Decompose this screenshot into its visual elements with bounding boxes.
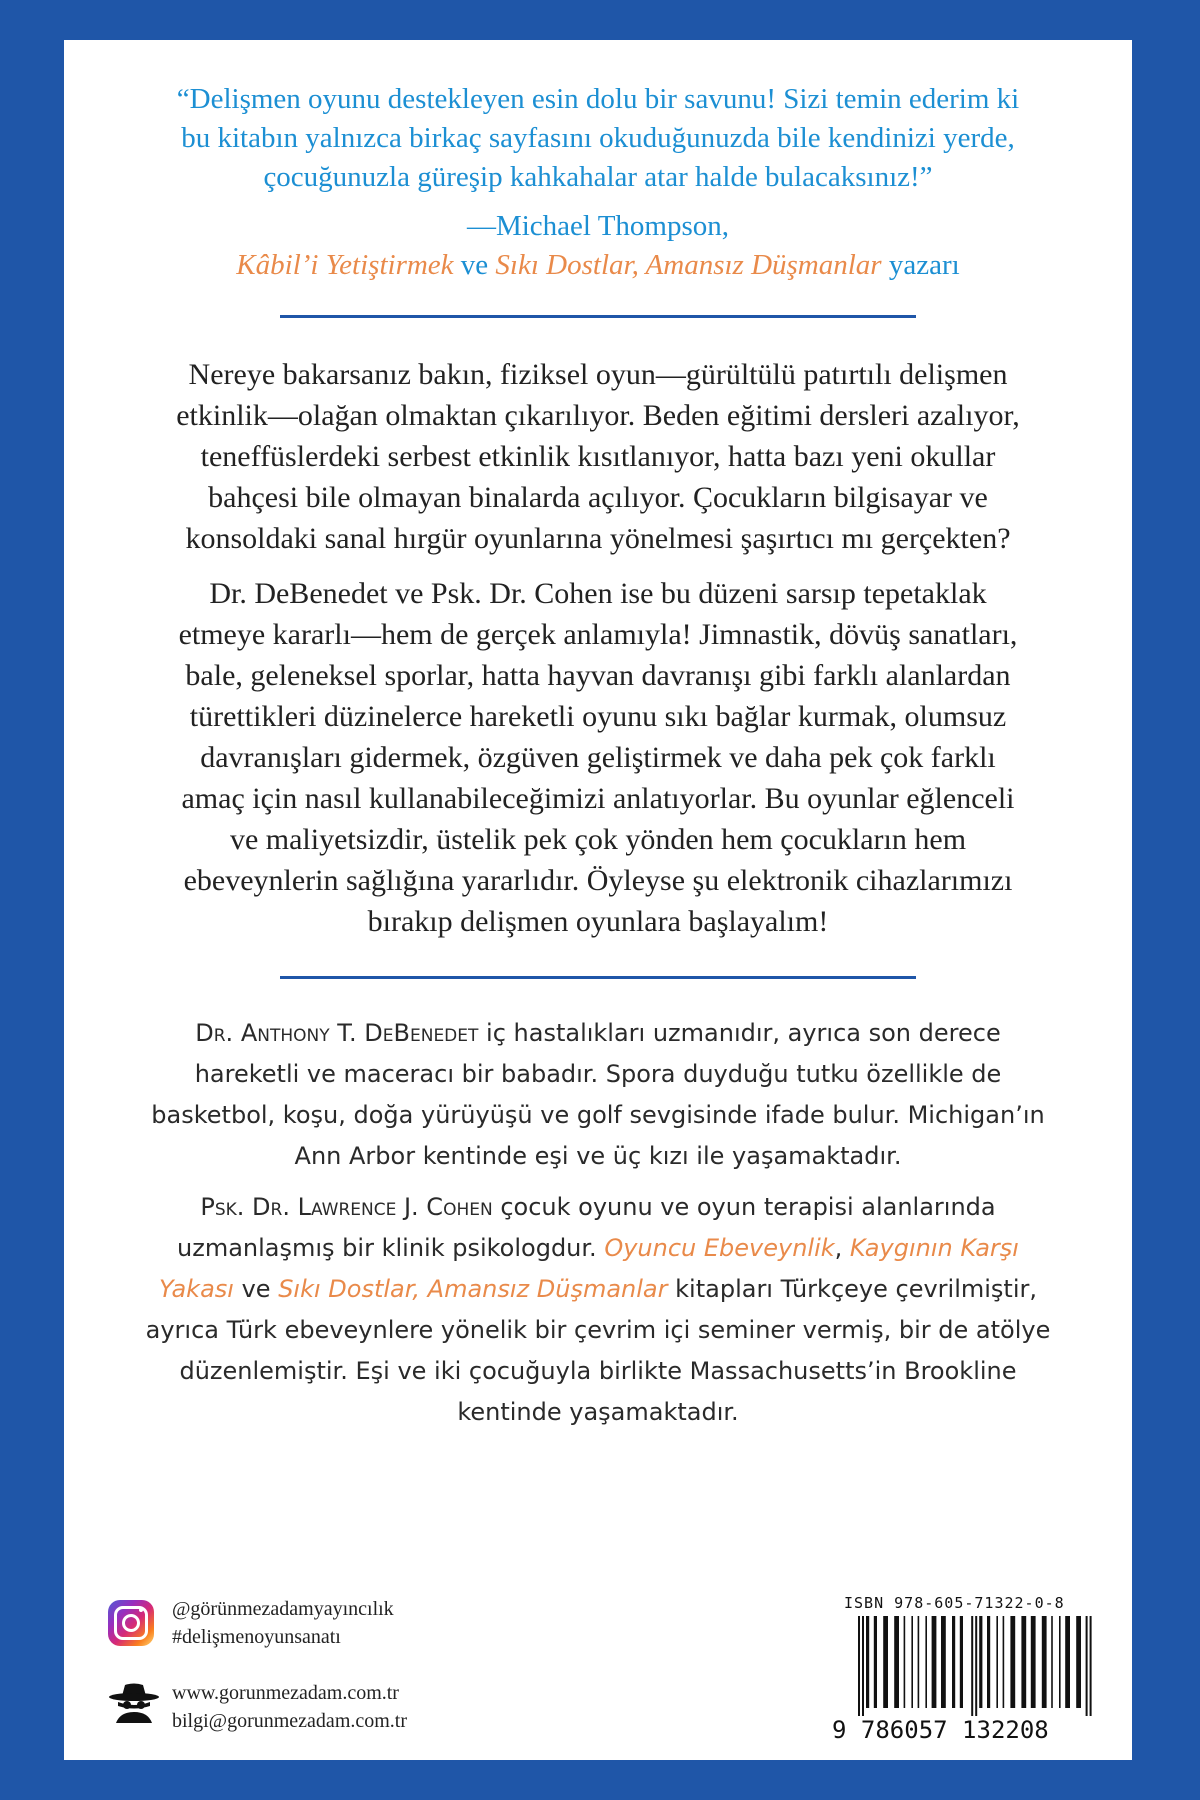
description-line: türettikleri düzinelerce hareketli oyunu sıkı bağlar kurmak, olumsuz [189, 700, 1007, 733]
bio-line: basketbol, koşu, doğa yürüyüşü ve golf sevgisinde ifade bulur. Michigan’ın [151, 1101, 1045, 1129]
description-line: ve maliyetsizdir, üstelik pek çok yönden hem çocukların hem [229, 823, 967, 856]
instagram-handle: @görünmezadamyayıncılık [172, 1598, 394, 1620]
hashtag: #delişmenoyunsanatı [172, 1626, 341, 1648]
publisher-contact [108, 1596, 568, 1746]
isbn-barcode [832, 1594, 1098, 1746]
description-line: bale, geleneksel sporlar, hatta hayvan davranışı gibi farklı alanlardan [185, 659, 1011, 692]
description-paragraph [104, 354, 1092, 559]
bio-line: hareketli ve maceracı bir babadır. Spora duyduğu tutku özellikle de [194, 1060, 1002, 1088]
author-bios [104, 1013, 1092, 1433]
isbn-label: ISBN 978-605-71322-0-8 [844, 1594, 1065, 1612]
description-line: Nereye bakarsanız bakın, fiziksel oyun—gürültülü patırtılı delişmen [188, 358, 1008, 391]
bio-line: Ann Arbor kentinde eşi ve üç kızı ile yaşamaktadır. [294, 1142, 902, 1170]
divider [280, 976, 916, 979]
separator-text: , [834, 1234, 850, 1262]
description-line: Dr. DeBenedet ve Psk. Dr. Cohen ise bu düzeni sarsıp tepetaklak [209, 577, 987, 610]
book-title: Sıkı Dostlar, Amansız Düşmanlar [495, 249, 882, 281]
book-description [104, 354, 1092, 942]
bio-line: çocuk oyunu ve oyun terapisi alanlarında [492, 1193, 996, 1221]
description-paragraph [104, 573, 1092, 942]
author-name: Dr. Anthony T. DeBenedet [195, 1019, 479, 1047]
instagram-icon [108, 1600, 154, 1646]
endorsement-quote [104, 80, 1092, 197]
quote-line: “Delişmen oyunu destekleyen esin dolu bir savunu! Sizi temin ederim ki [176, 83, 1020, 115]
description-line: etmeye kararlı—hem de gerçek anlamıyla! Jimnastik, dövüş sanatları, [178, 618, 1018, 651]
endorsement-attribution [104, 207, 1092, 285]
role-text: yazarı [881, 249, 960, 281]
description-line: amaç için nasıl kullanabileceğimizi anlatıyorlar. Bu oyunlar eğlenceli [181, 782, 1015, 815]
author-bio [104, 1013, 1092, 1177]
book-title: Oyuncu Ebeveynlik [604, 1234, 835, 1262]
book-title: Kaygının Karşı [849, 1234, 1019, 1262]
book-title: Kâbil’i Yetiştirmek [236, 249, 454, 281]
bio-line: düzenlemiştir. Eşi ve iki çocuğuyla birlikte Massachusetts’in Brookline [179, 1357, 1017, 1385]
bio-line: kentinde yaşamaktadır. [457, 1398, 739, 1426]
ean-digits: 9 786057 132208 [832, 1716, 1049, 1744]
email-text: bilgi@gorunmezadam.com.tr [172, 1710, 408, 1732]
content-panel [64, 40, 1132, 1760]
book-title: Sıkı Dostlar, Amansız Düşmanlar [278, 1275, 668, 1303]
description-line: davranışları gidermek, özgüven geliştirmek ve daha pek çok farklı [200, 741, 996, 774]
description-line: bahçesi bile olmayan binalarda açılıyor. Çocukların bilgisayar ve [208, 481, 988, 514]
attribution-name: —Michael Thompson, [466, 210, 730, 242]
description-line: konsoldaki sanal hırgür oyunlarına yönelmesi şaşırtıcı mı gerçekten? [185, 522, 1011, 555]
book-title: Yakası [159, 1275, 234, 1303]
endorsement [104, 80, 1092, 285]
description-line: ebeveynlerin sağlığına yararlıdır. Öyleyse şu elektronik cihazlarımızı [183, 864, 1013, 897]
connector-text: ve [233, 1275, 279, 1303]
barcode-icon [832, 1616, 1098, 1718]
bio-line: ayrıca Türk ebeveynlere yönelik bir çevrim içi seminer vermiş, bir de atölye [145, 1316, 1051, 1344]
bio-line: iç hastalıkları uzmanıdır, ayrıca son derece [478, 1019, 1001, 1047]
website-text: www.gorunmezadam.com.tr [172, 1682, 399, 1704]
quote-line: çocuğunuzla güreşip kahkahalar atar halde bulacaksınız!” [263, 161, 933, 193]
publisher-logo-icon [108, 1682, 160, 1724]
description-line: bırakıp delişmen oyunlara başlayalım! [367, 905, 829, 938]
cover-footer [108, 1596, 1098, 1746]
description-line: etkinlik—olağan olmaktan çıkarılıyor. Beden eğitimi dersleri azalıyor, [176, 399, 1020, 432]
description-line: teneffüslerdeki serbest etkinlik kısıtlanıyor, hatta bazı yeni okullar [200, 440, 996, 473]
author-name: Psk. Dr. Lawrence J. Cohen [200, 1193, 493, 1221]
quote-line: bu kitabın yalnızca birkaç sayfasını okuduğunuzda bile kendinizi yerde, [181, 122, 1015, 154]
divider [280, 315, 916, 318]
author-bio [104, 1187, 1092, 1433]
bio-line: kitapları Türkçeye çevrilmiştir, [667, 1275, 1037, 1303]
bio-line: uzmanlaşmış bir klinik psikologdur. [177, 1234, 605, 1262]
connector-text: ve [453, 249, 496, 281]
